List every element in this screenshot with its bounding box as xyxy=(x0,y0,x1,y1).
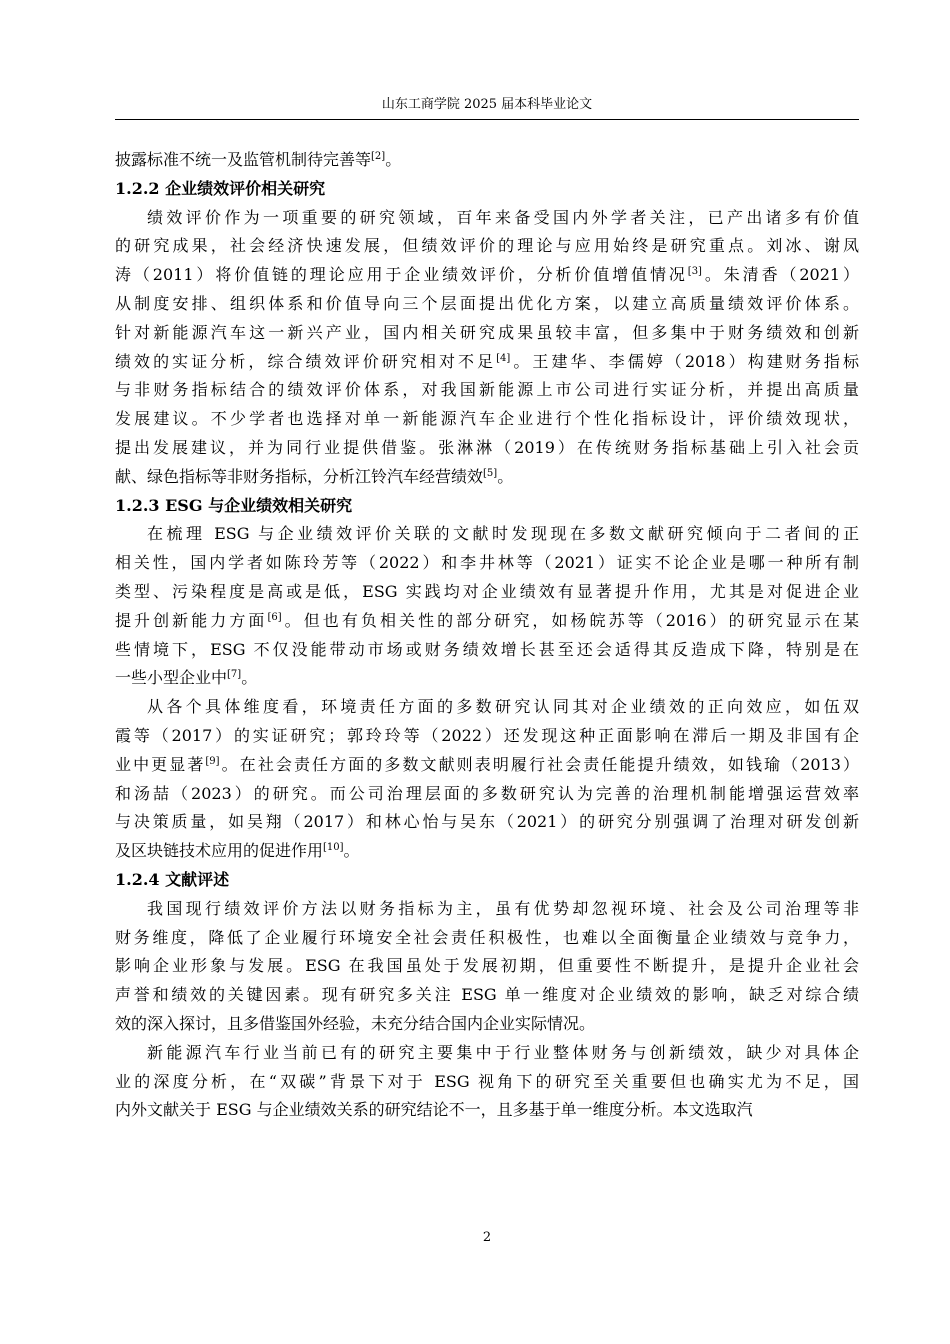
text-run: 一些小型企业中 xyxy=(115,668,228,688)
text-line xyxy=(115,549,859,578)
text-run: 。但也有负相关性的部分研究，如杨皖苏等（2016）的研究显示在某 xyxy=(281,610,859,630)
thesis-body xyxy=(115,146,859,1125)
text-run: 业的深度分析，在“双碳”背景下对于 ESG 视角下的研究至关重要但也确实尤为不足，国 xyxy=(115,1071,859,1091)
text-run: 声誉和绩效的关键因素。现有研究多关注 ESG 单一维度对企业绩效的影响，缺乏对综合绩 xyxy=(115,985,859,1005)
running-header: 山东工商学院 2025 届本科毕业论文 xyxy=(381,97,593,112)
text-line xyxy=(115,636,859,665)
text-run: 。王建华、李儒婷（2018）构建财务指标 xyxy=(510,351,859,371)
paragraph xyxy=(115,520,859,693)
text-line xyxy=(115,1039,859,1068)
text-line xyxy=(115,924,859,953)
text-run: 业中更显著 xyxy=(115,754,206,774)
text-run: 绩效的实证分析，综合绩效评价研究相对不足 xyxy=(115,351,497,371)
text-line xyxy=(115,348,859,377)
text-line xyxy=(115,837,859,866)
citation-ref: [10] xyxy=(323,842,344,854)
text-run: 。 xyxy=(241,668,258,688)
citation-ref: [4] xyxy=(496,352,511,364)
text-line xyxy=(115,808,859,837)
text-line xyxy=(115,1096,859,1125)
paragraph xyxy=(115,1039,859,1125)
text-run: 及区块链技术应用的促进作用 xyxy=(115,841,324,861)
citation-ref: [5] xyxy=(483,467,498,479)
header-rule xyxy=(115,119,859,120)
text-line xyxy=(115,290,859,319)
text-run: 影响企业形象与发展。ESG 在我国虽处于发展初期，但重要性不断提升，是提升企业社会 xyxy=(115,956,859,976)
text-line xyxy=(115,578,859,607)
paragraph xyxy=(115,146,859,175)
text-run: 新能源汽车行业当前已有的研究主要集中于行业整体财务与创新绩效，缺少对具体企 xyxy=(147,1042,859,1062)
citation-ref: [9] xyxy=(205,755,220,767)
text-run: 财务维度，降低了企业履行环境安全社会责任积极性，也难以全面衡量企业绩效与竞争力， xyxy=(115,927,859,947)
citation-ref: [3] xyxy=(687,266,702,278)
text-line xyxy=(115,751,859,780)
text-run: 霞等（2017）的实证研究；郭玲玲等（2022）还发现这种正面影响在滞后一期及非国有企 xyxy=(115,725,859,745)
text-line xyxy=(115,1010,859,1039)
text-run: 在梳理 ESG 与企业绩效评价关联的文献时发现现在多数文献研究倾向于二者间的正 xyxy=(147,524,859,544)
text-line xyxy=(115,405,859,434)
section-heading: 1.2.2 企业绩效评价相关研究 xyxy=(115,178,326,198)
citation-ref: [7] xyxy=(227,669,242,681)
section-heading: 1.2.4 文献评述 xyxy=(115,869,230,889)
text-run: 与非财务指标结合的绩效评价体系，对我国新能源上市公司进行实证分析，并提出高质量 xyxy=(115,380,859,400)
text-line xyxy=(115,319,859,348)
text-run: 效的深入探讨，且多借鉴国外经验，未充分结合国内企业实际情况。 xyxy=(115,1013,596,1033)
text-line xyxy=(115,261,859,290)
text-run: 针对新能源汽车这一新兴产业，国内相关研究成果虽较丰富，但多集中于财务绩效和创新 xyxy=(115,322,859,342)
text-line xyxy=(115,1068,859,1097)
text-run: 。在社会责任方面的多数文献则表明履行社会责任能提升绩效，如钱瑜（2013） xyxy=(219,754,859,774)
text-run: 提升创新能力方面 xyxy=(115,610,268,630)
paragraph xyxy=(115,895,859,1039)
text-run: 。 xyxy=(343,841,360,861)
page-number: 2 xyxy=(482,1230,492,1245)
text-run: 。 xyxy=(497,466,514,486)
text-line xyxy=(115,981,859,1010)
text-line xyxy=(115,952,859,981)
text-line xyxy=(115,607,859,636)
text-line xyxy=(115,780,859,809)
citation-ref: [2] xyxy=(371,151,386,162)
text-run: 与决策质量，如吴翔（2017）和林心怡与吴东（2021）的研究分别强调了治理对研发创新 xyxy=(115,812,859,832)
text-run: 。 xyxy=(385,150,402,169)
text-run: 我国现行绩效评价方法以财务指标为主，虽有优势却忽视环境、社会及公司治理等非 xyxy=(147,898,859,918)
text-run: 献、绿色指标等非财务指标，分析江铃汽车经营绩效 xyxy=(115,466,484,486)
text-line xyxy=(115,204,859,233)
text-run: 从各个具体维度看，环境责任方面的多数研究认同其对企业绩效的正向效应，如伍双 xyxy=(147,697,859,717)
text-line xyxy=(115,895,859,924)
paragraph xyxy=(115,693,859,866)
text-line xyxy=(115,722,859,751)
paragraph xyxy=(115,204,859,492)
citation-ref: [6] xyxy=(267,611,282,623)
text-line xyxy=(115,463,859,492)
text-run: 内外文献关于 ESG 与企业绩效关系的研究结论不一，且多基于单一维度分析。本文选取汽 xyxy=(115,1100,753,1120)
text-run: 披露标准不统一及监管机制待完善等 xyxy=(115,150,372,169)
text-run: 提出发展建议，并为同行业提供借鉴。张淋淋（2019）在传统财务指标基础上引入社会贡 xyxy=(115,437,859,457)
text-run: 的研究成果，社会经济快速发展，但绩效评价的理论与应用始终是研究重点。刘冰、谢凤 xyxy=(115,236,859,256)
text-run: 些情境下，ESG 不仅没能带动市场或财务绩效增长甚至还会适得其反造成下降，特别是在 xyxy=(115,639,859,659)
text-run: 绩效评价作为一项重要的研究领域，百年来备受国内外学者关注，已产出诸多有价值 xyxy=(147,207,859,227)
text-line xyxy=(115,693,859,722)
section-heading: 1.2.3 ESG 与企业绩效相关研究 xyxy=(115,495,353,515)
text-run: 类型、污染程度是高或是低，ESG 实践均对企业绩效有显著提升作用，尤其是对促进企业 xyxy=(115,581,859,601)
text-run: 发展建议。不少学者也选择对单一新能源汽车企业进行个性化指标设计，评价绩效现状， xyxy=(115,409,859,429)
text-line xyxy=(115,434,859,463)
text-run: 涛（2011）将价值链的理论应用于企业绩效评价，分析价值增值情况 xyxy=(115,265,688,285)
text-run: 。朱清香（2021） xyxy=(701,265,859,285)
text-run: 和汤喆（2023）的研究。而公司治理层面的多数研究认为完善的治理机制能增强运营效率 xyxy=(115,783,859,803)
text-run: 从制度安排、组织体系和价值导向三个层面提出优化方案，以建立高质量绩效评价体系。 xyxy=(115,293,859,313)
text-line xyxy=(115,376,859,405)
text-line xyxy=(115,146,859,175)
text-line xyxy=(115,232,859,261)
text-line xyxy=(115,520,859,549)
text-line xyxy=(115,664,859,693)
text-run: 相关性，国内学者如陈玲芳等（2022）和李井林等（2021）证实不论企业是哪一种所有制 xyxy=(115,553,859,573)
